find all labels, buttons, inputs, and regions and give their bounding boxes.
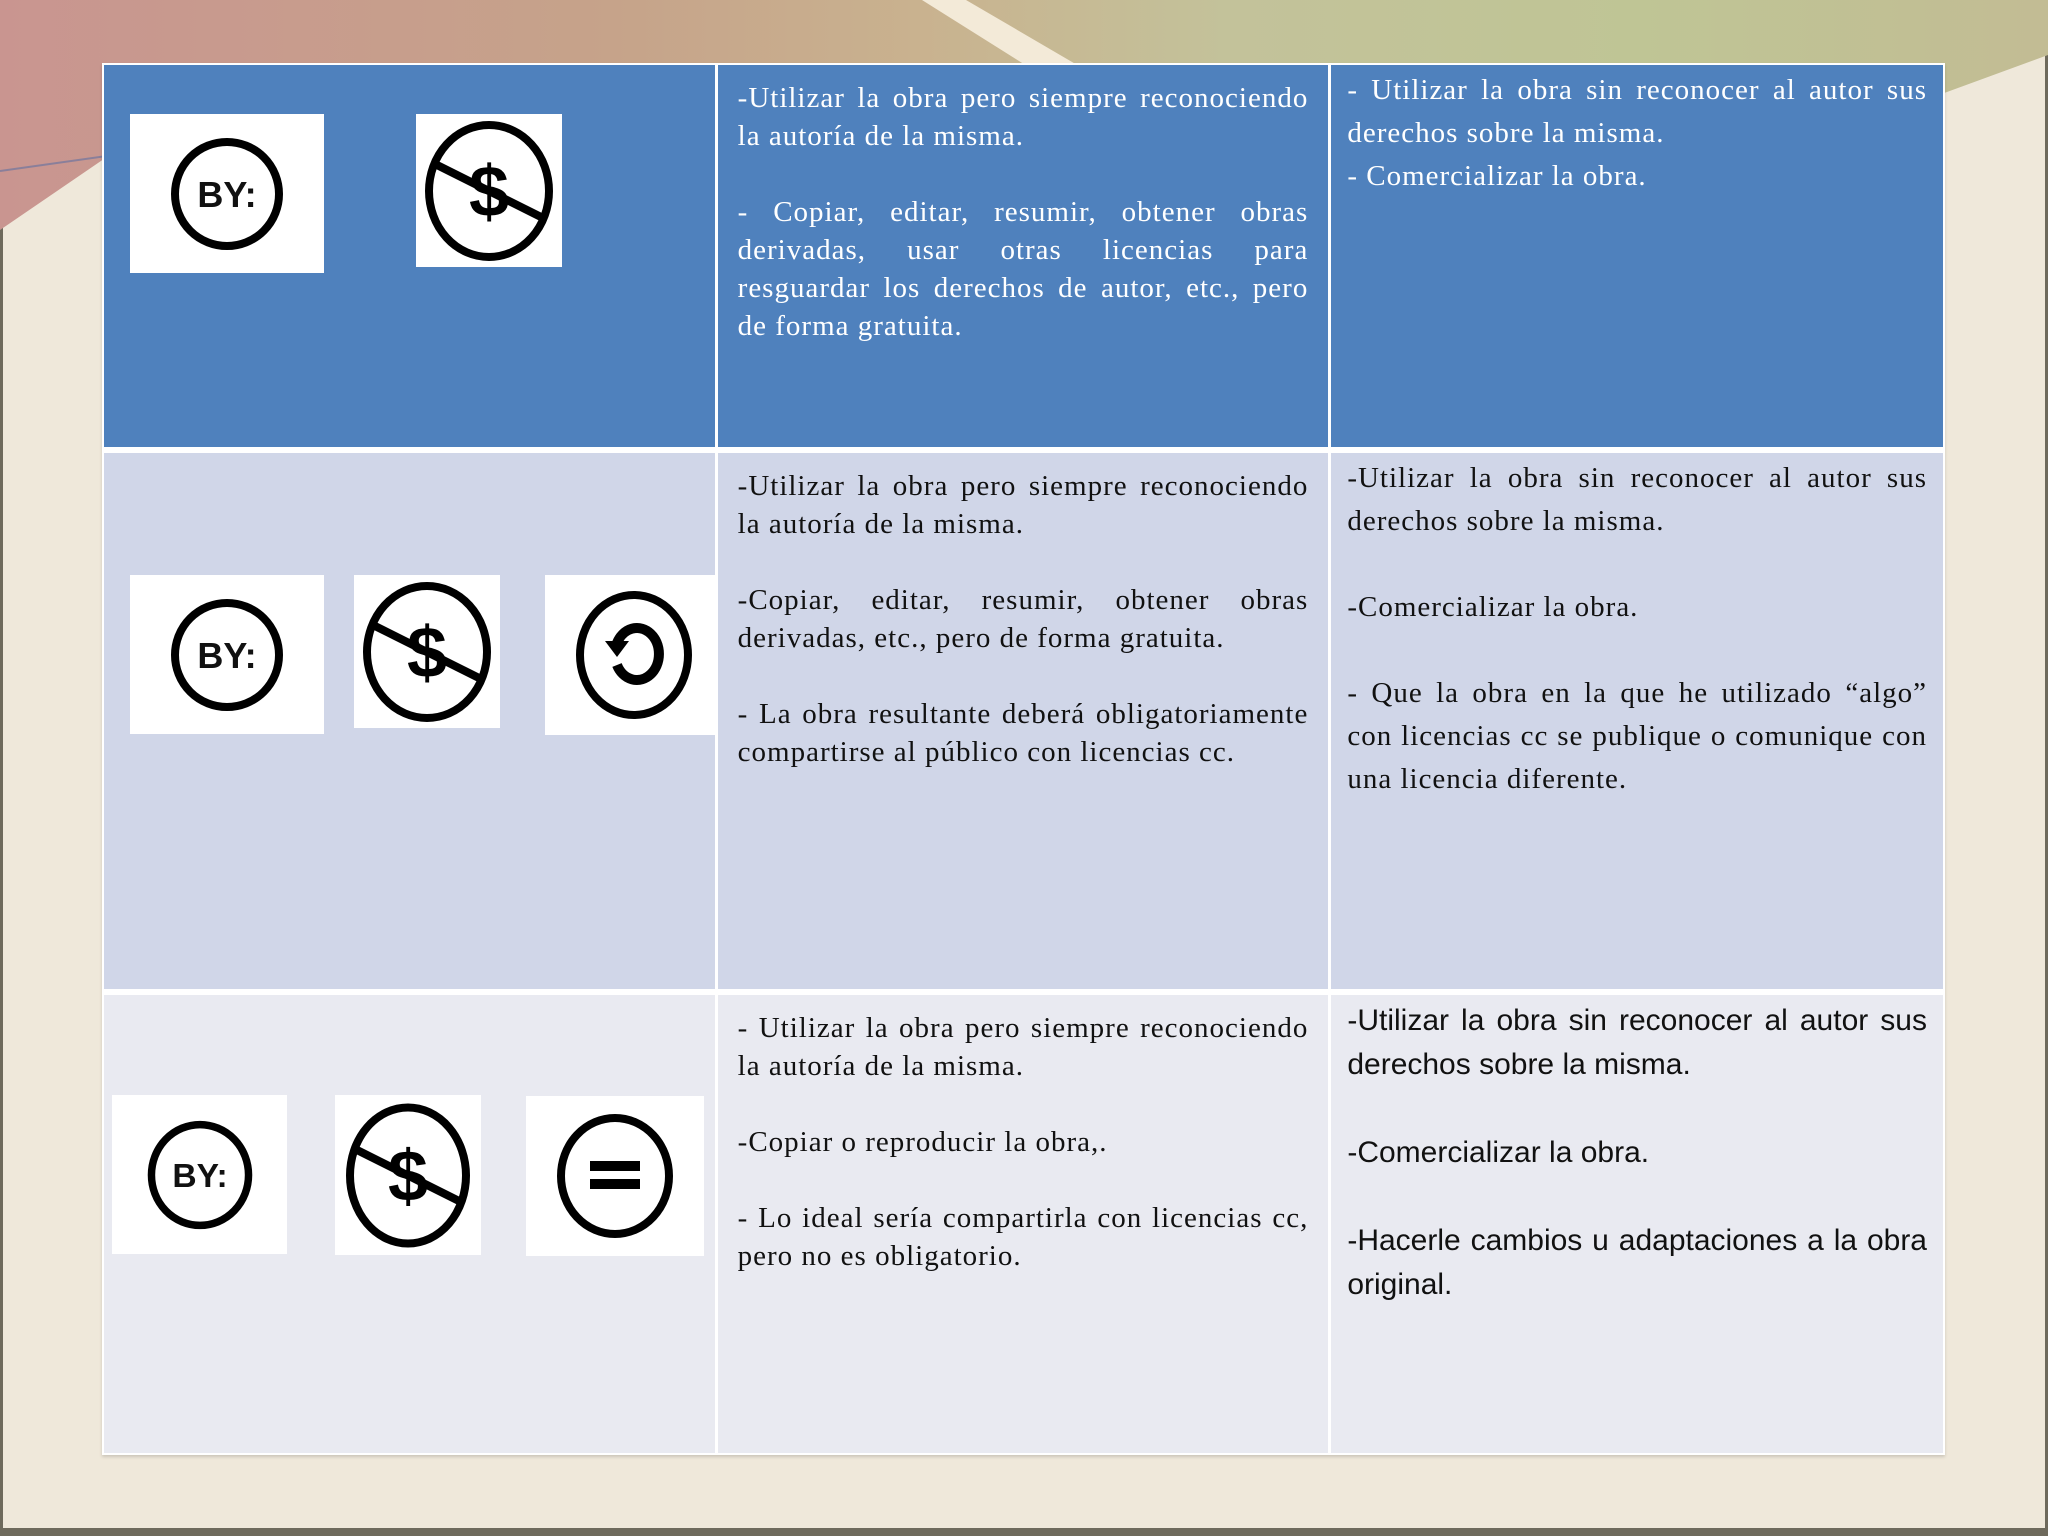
svg-text:BY:: BY: [197,173,257,215]
allowed-item: - Utilizar la obra pero siempre reconociendo la autoría de la misma. [737,1012,1309,1082]
not-allowed-item: - Que la obra en la que he utilizado “algo” con licencias cc se publique o comunique con una licencia diferente. [1347,677,1927,795]
svg-text:BY:: BY: [197,634,257,676]
license-icons-cell [104,995,715,1453]
by-icon [130,114,324,273]
slide-bottom-border [0,1528,2048,1536]
allowed-item: - La obra resultante deberá obligatoriamente compartirse al público con licencias cc. [737,698,1309,768]
allowed-item: -Utilizar la obra pero siempre reconociendo la autoría de la misma. [737,82,1309,152]
by-icon [130,575,324,734]
allowed-cell [718,995,1329,1453]
noncommercial-icon [354,575,500,728]
not-allowed-cell [1331,453,1943,989]
table-row-by-nc-nd [104,995,1943,1453]
allowed-item: - Lo ideal sería compartirla con licencias cc, pero no es obligatorio. [737,1202,1309,1272]
not-allowed-cell [1331,65,1943,447]
license-icons-cell [104,453,715,989]
not-allowed-item: -Comercializar la obra. [1347,591,1639,623]
table-row-by-nc [104,65,1943,447]
not-allowed-item: - Utilizar la obra sin reconocer al autor sus derechos sobre la misma. [1347,74,1927,149]
allowed-item: -Copiar o reproducir la obra,. [737,1126,1108,1158]
noncommercial-icon [416,114,562,267]
allowed-cell [718,65,1329,447]
allowed-item: -Copiar, editar, resumir, obtener obras derivadas, etc., pero de forma gratuita. [737,584,1309,654]
svg-text:$: $ [387,1136,429,1216]
allowed-item: - Copiar, editar, resumir, obtener obras derivadas, usar otras licencias para resguardar los derechos de autor, etc., pero de forma gratuita. [737,196,1309,342]
svg-text:BY:: BY: [171,1157,228,1195]
not-allowed-cell [1331,995,1943,1453]
license-comparison-table [102,63,1945,1455]
not-allowed-item: -Utilizar la obra sin reconocer al autor sus derechos sobre la misma. [1347,462,1927,537]
allowed-cell [718,453,1329,989]
share-alike-icon [545,575,723,735]
noncommercial-icon [335,1095,481,1255]
not-allowed-item: -Comercializar la obra. [1347,1136,1650,1169]
table-row-by-nc-sa [104,453,1943,989]
by-icon [112,1095,287,1254]
not-allowed-item: -Hacerle cambios u adaptaciones a la obra original. [1347,1224,1927,1301]
license-icons-cell [104,65,715,447]
no-derivatives-icon [526,1096,704,1256]
allowed-item: -Utilizar la obra pero siempre reconociendo la autoría de la misma. [737,470,1309,540]
svg-text:$: $ [406,612,448,693]
svg-text:$: $ [468,151,510,232]
not-allowed-item: - Comercializar la obra. [1347,160,1647,192]
not-allowed-item: -Utilizar la obra sin reconocer al autor sus derechos sobre la misma. [1347,1004,1927,1081]
